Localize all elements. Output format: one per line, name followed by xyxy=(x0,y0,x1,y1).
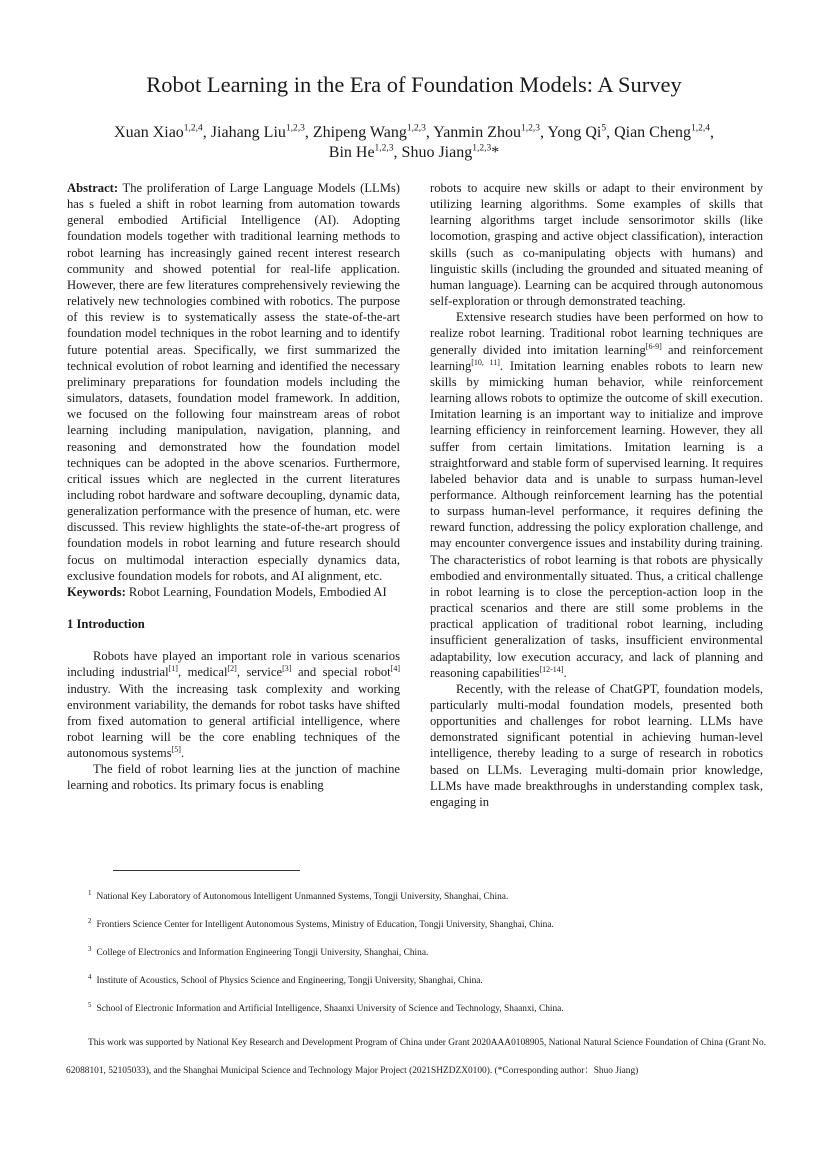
citation[interactable]: [12-14] xyxy=(539,664,564,674)
author: Yong Qi$^5$, xyxy=(547,123,615,141)
author: Jiahang Liu$^{1,2,3}$, xyxy=(210,123,313,141)
citation[interactable]: [10, 11] xyxy=(471,357,500,367)
footnotes xyxy=(66,890,766,1085)
citation[interactable]: [5] xyxy=(171,744,181,754)
intro-paragraph-3: Extensive research studies have been performed on how to realize robot learning. Traditional robot learning techniques are generally divided into imitation learning[6-9] and reinforcement learning[10, 11]. Imitation learning enables robots to learn new skills by mimicking human behavior, while reinforcement learning allows robots to optimize the outcome of skill execution. Imitation learning is an important way to initialize and improve learning efficiency in reinforcement learning. However, they all suffer from certain limitations. Imitation learning is a straightforward and stable form of supervised learning. It requires labeled behavior data and is unable to surpass human-level performance. Although reinforcement learning has the potential to surpass human-level performance, it requires defining the reward function, addressing the policy exploration challenge, and may encounter convergence issues and instability during training. The characteristics of robot learning is that robots are physically embodied and environmentally situated. Thus, a critical challenge in robot learning is to close the perception-action loop in the practical scenarios and there are still some problems in the practical application of traditional robot learning, including insufficient generalization of tasks, insufficient environmental adaptability, low execution accuracy, and lack of planning and reasoning capabilities[12-14]. xyxy=(430,310,764,680)
footnote-divider xyxy=(113,870,300,871)
affiliation-mark: 1,2,4 xyxy=(690,123,710,134)
paper-title: Robot Learning in the Era of Foundation Models: A Survey xyxy=(146,72,682,97)
right-column xyxy=(430,180,763,810)
affiliation-mark: 1,2,3 xyxy=(374,143,394,154)
affiliation-mark: 1,2,3 xyxy=(520,123,540,134)
footnote: $^1$ National Key Laboratory of Autonomous Intelligent Unmanned Systems, Tongji University, Shanghai, China. xyxy=(88,888,509,902)
affiliation-mark: 1,2,3 xyxy=(472,143,492,154)
intro-paragraph-1: Robots have played an important role in various scenarios including industrial[1], medical[2], service[3] and special robot[4] industry. With the increasing task complexity and working environment variability, the demands for robot tasks have shifted from fixed automation to general artificial intelligence, where robot learning will be the core enabling techniques of the autonomous systems[5]. xyxy=(67,649,400,761)
keywords-text: Robot Learning, Foundation Models, Embodied AI xyxy=(125,584,387,599)
abstract xyxy=(67,180,400,584)
citation[interactable]: [4] xyxy=(390,664,400,674)
citation[interactable]: [3] xyxy=(282,664,292,674)
affiliation-mark: 1,2,4 xyxy=(183,123,203,134)
footnote: $^3$ College of Electronics and Information Engineering Tongji University, Shanghai, China. xyxy=(88,944,429,958)
section-heading: 1 Introduction xyxy=(67,617,145,632)
author: Shuo Jiang$^{1,2,3}$* xyxy=(401,143,500,161)
author-list xyxy=(70,123,758,163)
intro-paragraph-4: Recently, with the release of ChatGPT, foundation models, particularly multi-modal foundation models, presented both opportunities and challenges for robot learning. LLMs have demonstrated significant potential in achieving human-level intelligence, thereby leading to a surge of research in robotics based on LLMs. Leveraging multi-domain prior knowledge, LLMs have made breakthroughs in understanding complex task, engaging in xyxy=(430,681,763,809)
author: Bin He$^{1,2,3}$, xyxy=(328,143,402,161)
abstract-text: The proliferation of Large Language Models (LLMs) has s fueled a shift in robot learning from automation towards general embodied Artificial Intelligence (AI). Adopting foundation models together with traditional learning methods to robot learning has increasingly gained recent interest research community and showed potential for real-life application. However, there are few literatures comprehensively reviewing the relatively new technologies combined with robotics. The purpose of this review is to systematically assess the state-of-the-art foundation model techniques in the robot learning and to identify future potential areas. Specifically, we first summarized the technical evolution of robot learning and identified the necessary preliminary preparations for foundation models including the simulators, datasets, foundation model framework. In addition, we focused on the following four mainstream areas of robot learning including manipulation, navigation, planning, and reasoning and demonstrated how the foundation model techniques can be adopted in the above scenarios. Furthermore, critical issues which are neglected in the current literatures including robot hardware and software decoupling, dynamic data, generalization performance with the presence of human, etc. were discussed. This review highlights the state-of-the-art progress of foundation models in robot learning and future research should focus on multimodal interaction especially dynamics data, exclusive foundation models for robots, and AI alignment, etc. xyxy=(67,181,400,583)
footnote: $^5$ School of Electronic Information and Artificial Intelligence, Shaanxi University of Science and Technology, Shaanxi, China. xyxy=(88,1000,564,1014)
footnote: $^2$ Frontiers Science Center for Intelligent Autonomous Systems, Ministry of Education, Tongji University, Shanghai, China. xyxy=(88,916,554,930)
funding-note: This work was supported by National Key Research and Development Program of China under Grant 2020AAA0108905, National Natural Science Foundation of China (Grant No. 62088101, 52105033), and the Shanghai Municipal Science and Technology Major Project (2021SHZDZX0100). (*Corresponding author：Shuo Jiang) xyxy=(66,1038,766,1076)
citation[interactable]: [1] xyxy=(168,664,178,674)
author: Zhipeng Wang$^{1,2,3}$, xyxy=(312,123,434,141)
citation[interactable]: [6-9] xyxy=(645,341,662,351)
intro-paragraph-2: The field of robot learning lies at the junction of machine learning and robotics. Its primary focus is enabling xyxy=(67,762,400,793)
affiliation-mark: 1,2,3 xyxy=(406,123,426,134)
author: Qian Cheng$^{1,2,4}$, xyxy=(614,123,714,141)
citation[interactable]: [2] xyxy=(227,664,237,674)
left-column xyxy=(67,180,400,794)
affiliation-mark: 5 xyxy=(601,123,607,134)
abstract-label: Abstract: xyxy=(67,181,119,195)
keywords-label: Keywords: xyxy=(67,584,126,599)
author: Xuan Xiao$^{1,2,4}$, xyxy=(114,123,211,141)
affiliation-mark: 1,2,3 xyxy=(285,123,305,134)
intro-paragraph-2-continued: robots to acquire new skills or adapt to their environment by utilizing learning algorithms. Some examples of skills that learning algorithms target include sensorimotor skills (like locomotion, grasping and active object classification), interaction skills (such as co-manipulating objects with humans) and linguistic skills (including the grounded and situated meaning of human language). Learning can be acquired through autonomous self-exploration or through demonstrated teaching. xyxy=(430,181,763,309)
keywords xyxy=(67,584,400,600)
footnote: $^4$ Institute of Acoustics, School of Physics Science and Engineering, Tongji University, Shanghai, China. xyxy=(88,972,483,986)
author: Yanmin Zhou$^{1,2,3}$, xyxy=(433,123,548,141)
